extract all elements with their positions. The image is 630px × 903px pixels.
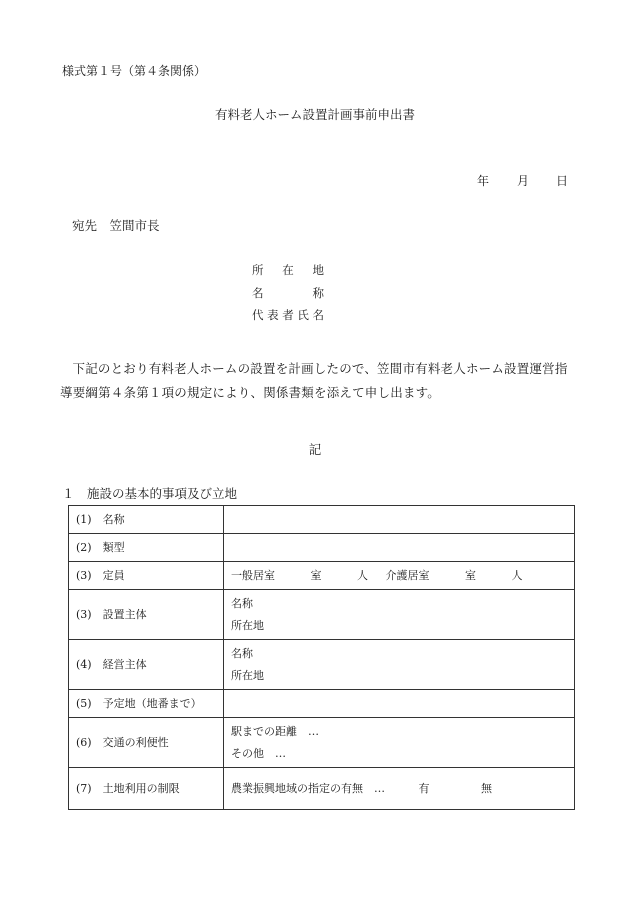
row-label-founder: (3) 設置主体: [69, 590, 224, 640]
agri-zone-yes: 有: [418, 781, 430, 795]
applicant-name-label: 名称: [252, 286, 324, 300]
operator-value-cell: [224, 640, 575, 690]
agri-zone-question: 農業振興地域の指定の有無 …: [231, 781, 385, 795]
table-row-operator: [69, 640, 575, 690]
date-day-label: 日: [556, 174, 569, 188]
name-value-cell: [224, 506, 575, 534]
table-row-type: [69, 534, 575, 562]
ki-heading: 記: [308, 442, 322, 457]
founder-value-cell: [224, 590, 575, 640]
table-row-capacity: [69, 562, 575, 590]
addressee: 宛先 笠間市長: [72, 218, 160, 233]
section-title: １ 施設の基本的事項及び立地: [62, 486, 238, 501]
body-text: 下記のとおり有料老人ホームの設置を計画したので、笠間市有料老人ホーム設置運営指導要綱第４条第１項の規定により、関係書類を添えて申し出ます。: [60, 361, 568, 400]
general-room-label: 一般居室: [231, 568, 275, 582]
table-row-founder: [69, 590, 575, 640]
row-label-capacity: (3) 定員: [69, 562, 224, 590]
transport-value-cell: [224, 718, 575, 768]
applicant-representative-label: 代表者氏名: [252, 308, 324, 322]
table-row-site: [69, 690, 575, 718]
row-label-transport: (6) 交通の利便性: [69, 718, 224, 768]
table-row-transport: [69, 718, 575, 768]
row-label-type: (2) 類型: [69, 534, 224, 562]
care-room-label: 介護居室: [385, 568, 430, 582]
row-label-land-use: (7) 土地利用の制限: [69, 768, 224, 810]
row-label-name: (1) 名称: [69, 506, 224, 534]
land-use-value-cell: [224, 768, 575, 810]
operator-address-label: 所在地: [231, 668, 264, 682]
document-title: 有料老人ホーム設置計画事前申出書: [214, 107, 415, 122]
type-value-cell: [224, 534, 575, 562]
site-value-cell: [224, 690, 575, 718]
station-distance-label: 駅までの距離 …: [231, 724, 319, 738]
capacity-value-cell: [224, 562, 575, 590]
transport-other-label: その他 …: [231, 746, 286, 760]
founder-name-label: 名称: [231, 596, 253, 610]
table-row-name: [69, 506, 575, 534]
founder-address-label: 所在地: [231, 618, 264, 632]
date-month-label: 月: [517, 174, 530, 188]
general-person-unit: 人: [357, 568, 368, 582]
general-room-unit: 室: [310, 568, 322, 582]
date-year-label: 年: [477, 174, 490, 188]
form-number: 様式第１号（第４条関係）: [62, 64, 207, 78]
agri-zone-no: 無: [481, 781, 492, 795]
row-label-site: (5) 予定地（地番まで）: [69, 690, 224, 718]
operator-name-label: 名称: [231, 646, 253, 660]
care-room-unit: 室: [465, 568, 476, 582]
applicant-address-label: 所在地: [252, 263, 324, 277]
row-label-operator: (4) 経営主体: [69, 640, 224, 690]
facility-info-table: [68, 505, 575, 810]
care-person-unit: 人: [511, 568, 523, 582]
table-row-land-use: [69, 768, 575, 810]
